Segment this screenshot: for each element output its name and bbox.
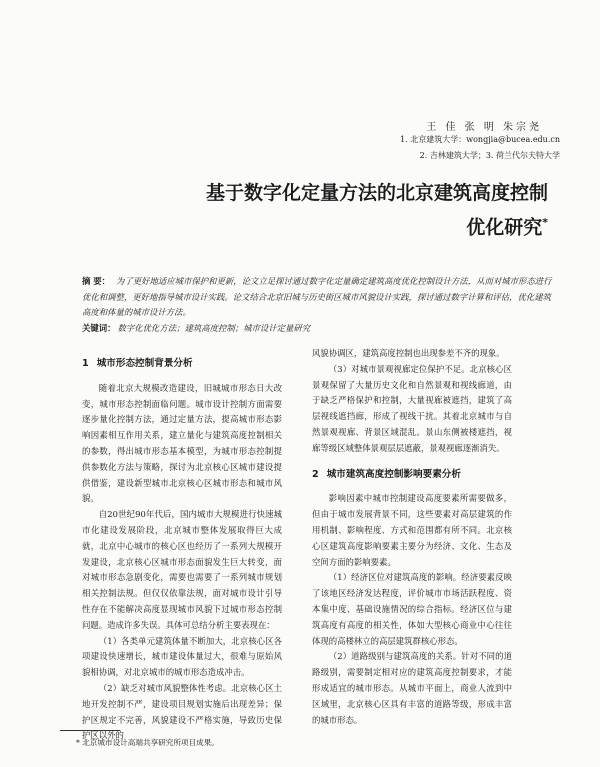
footnote: * 北京城市设计高端共享研究所项目成果。 [76,738,219,747]
affiliation-1: 1. 北京建筑大学：wongjia@bucea.edu.cn [400,135,560,144]
paragraph: （1）各类单元建筑体量不断加大，北京核心区各项建设快速增长，城市建设体量过大，很难与原始风貌相协调，对北京城市的城市形态造成冲击。 [82,635,282,678]
keywords-label: 关键词： [82,323,116,333]
section-2-heading [312,467,512,483]
section-1-number: 1 [82,358,89,369]
footnote-divider [60,730,120,731]
paper-title [206,178,548,242]
paragraph: （2）缺乏对城市风貌整体性考虑。北京核心区土地开发控制不严，建设项目规划实施后出现差异；保护区规定不完善，风貌建设不严格实施，导致历史保护区以外的 [82,682,282,741]
abstract-text: 为了更好地适应城市保护和更新，论文立足探讨通过数字化定量确定建筑高度优化控制设计方法，从而对城市形态进行优化和调整，更好地指导城市设计实践。论文结合北京旧城与历史街区城市风貌设计实践，探讨通过数字计算和评估，优化建筑高度和体量的城市设计方法。 [82,276,552,318]
section-2-number: 2 [312,468,319,480]
paragraph: 自20世纪90年代后，国内城市大规模进行快速城市化建设发展阶段，北京城市整体发展取得巨大成就，北京中心城市的核心区也经历了一系列大规模开发建设，北京核心区城市形态面貌发生巨大转变，面对城市形态急剧变化，需要也需要了一系列城市规划相关控制法规。但仅仅依靠法规，面对城市设计引导性存在不能解决高度显现城市风貌下过城市形态控制问题。造成许多失误。具体可总结分析主要表现在： [82,509,282,630]
section-2-title: 城市建筑高度控制影响要素分析 [326,468,461,480]
abstract-label: 摘 要： [82,276,111,286]
keywords-text: 数字化优化方法；建筑高度控制；城市设计定量研究 [117,323,311,333]
title-line-1: 基于数字化定量方法的北京建筑高度控制 [205,182,548,204]
right-column [312,346,512,728]
left-column [82,346,282,744]
keywords [82,322,552,334]
paragraph: 影响因素中城市控制建设高度要素所需要做多，但由于城市发展背景不同，这些要素对高层建筑的作用机制、影响程度、方式和范围都有所不同。北京核心区建筑高度影响要素主要分为经济、文化、生态及空间方面的影响要素。 [312,493,512,567]
section-1-heading [82,356,282,372]
paragraph: （2）道路级别与建筑高度的关系。针对不同的道路级别，需要制定相对应的建筑高度控制要求，才能形成适宜的城市形态。从城市平面上，商业人流到中区域里，北京核心区具有丰富的道路等级，形成丰富的城市形态。 [312,651,512,725]
paragraph: 风貌协调区，建筑高度控制也出现参差不齐的现象。 [312,348,505,358]
paragraph: （3）对城市景观视廊定位保护不足。北京核心区景观保留了大量历史文化和自然景观和视线廊道，由于缺乏严格保护和控制，大量视廊被遮挡，建筑了高层视线遮挡廊，形成了视线干扰。其着北京城市与自然景观视廊、背景区域混乱。景山东侧被楼遮挡，视廊等级区域整体景观层层遮蔽，景观视廊逐渐消失。 [312,363,512,453]
title-line-2 [206,208,548,242]
affiliation-2: 2. 吉林建筑大学；3. 荷兰代尔夫特大学 [419,151,560,160]
paragraph: （1）经济区位对建筑高度的影响。经济要素反映了该地区经济发达程度，评价城市市场活跃程度、资本集中度、基础设施情况的综合指标。经济区位与建筑高度有高度的相关性，体如大型核心商业中心往往体现的高楼林立的高层建筑群核心形态。 [312,572,512,646]
abstract [82,274,552,321]
title-line-2-text: 优化研究 [466,216,543,239]
author-list: 王 佳 张 明 朱宗尧 [426,122,542,133]
section-1-title: 城市形态控制背景分析 [96,358,193,369]
paragraph: 随着北京大规模改造建设，旧城城市形态日大改变，城市形态控制面临问题。城市设计控制方面需要逐步量化控制方法，通过定量方法，提高城市形态影响因素相互作用关系，建立量化与建筑高度控制相关的参数，得出城市形态基本模型，为城市形态控制提供参数化方法与策略，探讨为北京核心区城市建设提供借鉴，建设新型城市北京核心区城市形态和城市风貌。 [82,382,282,504]
title-footnote-mark: * [542,216,548,229]
